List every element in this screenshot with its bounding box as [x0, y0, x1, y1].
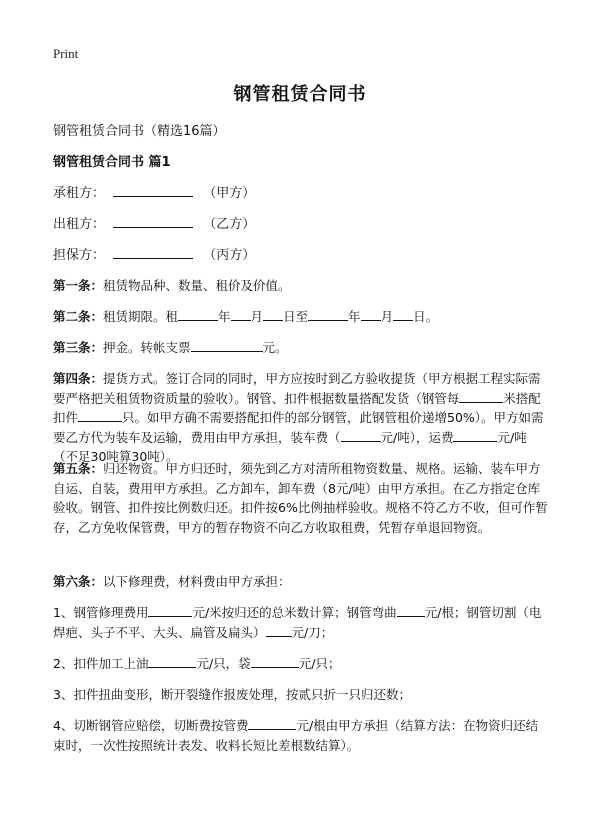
- item-text: 元/只，袋: [196, 656, 251, 671]
- blank-line: [459, 390, 503, 403]
- blank-line: [148, 604, 192, 617]
- party-guarantor: [53, 244, 255, 263]
- item-text: 元/只；: [298, 656, 341, 671]
- blank-line: [263, 308, 283, 321]
- clause-text: 租赁物品种、数量、租价及价值。: [103, 278, 291, 293]
- document-title: 钢管租赁合同书: [233, 84, 367, 105]
- clause-text: 提货方式。签订合同的同时，甲方应按时到乙方验收提货（甲方根据工程实际需要严格把关租赁物资质量的验收）。钢管、扣件根据数量搭配发货（钢管每: [53, 371, 541, 406]
- party-label: 出租方：: [53, 217, 106, 232]
- clause-text: 租赁期限。租: [103, 309, 179, 324]
- party-label: 担保方：: [53, 248, 106, 263]
- blank-line: [266, 624, 292, 637]
- party-role: （甲方）: [203, 186, 256, 201]
- blank-line: [453, 429, 497, 442]
- item-text: 1、钢管修理费用: [53, 605, 149, 620]
- blank-line: [393, 308, 413, 321]
- document-subtitle: 钢管租赁合同书（精选16篇）: [53, 124, 226, 139]
- clause-text: 米搭配扣件: [53, 390, 541, 425]
- blank-line: [148, 655, 196, 668]
- blank-line: [248, 717, 296, 730]
- clause-head: 第二条：: [53, 309, 104, 324]
- repair-item-2: [53, 654, 549, 674]
- item-text: 元/刀；: [291, 624, 334, 640]
- blank-line: [341, 429, 381, 442]
- clause-text: 只。如甲方确不需要搭配扣件的部分钢管，此钢管租价递增50%）。甲方如需要乙方代为装车及运输，费用由甲方承担，装车费（: [53, 410, 544, 445]
- clause-text: 日至: [283, 309, 309, 324]
- item-text: 元/米按归还的总米数计算；钢管弯曲: [192, 605, 397, 620]
- print-label[interactable]: Print: [53, 46, 79, 61]
- clause-head: 第四条：: [53, 371, 104, 386]
- clause-head: 第五条：: [53, 461, 104, 476]
- party-role: （丙方）: [203, 248, 256, 263]
- blank-line: [397, 604, 425, 617]
- clause-text: 归还物资。甲方归还时，须先到乙方对清所租物资数量、规格。运输、装车甲方自运、自装，费用甲方承担。乙方卸车，卸车费（8元/吨）由甲方承担。在乙方指定仓库验收。钢管、扣件按比例数归还。扣件按6%比例抽样验收。规格不符乙方不收，但可作暂存，乙方免收保管费，甲方的暂存物资不向乙方收取租费，凭暂存单退回物资。: [53, 461, 548, 535]
- party-label: 承租方：: [53, 186, 106, 201]
- clause-head: 第六条：: [53, 574, 104, 589]
- blank-line: [178, 308, 218, 321]
- clause-text: 元。: [262, 340, 288, 355]
- party-role: （乙方）: [203, 217, 256, 232]
- blank-line: [361, 308, 381, 321]
- clause-text: 元/吨），运费: [380, 429, 454, 445]
- clause-text: 月: [250, 309, 264, 324]
- item-text: 4、切断钢管应赔偿，切断费按管费: [53, 718, 249, 733]
- clause-6: [53, 572, 549, 592]
- clause-text: 以下修理费，材料费由甲方承担：: [103, 574, 291, 589]
- blank-line: [308, 308, 348, 321]
- clause-text: 年: [218, 309, 231, 324]
- repair-item-3: [53, 685, 549, 705]
- item-text: 元/根由甲方承担（结算方法：在物资归还结束时，一次性按照统计表发、收料长短比差根数结算）。: [53, 718, 539, 753]
- blank-line: [113, 215, 193, 228]
- clause-text: 年: [348, 309, 361, 324]
- item-text: 元/根；钢管切割（电焊疤、头子不平、大头、扁管及扁头）: [53, 605, 542, 640]
- clause-4: [53, 369, 549, 467]
- party-lessor: [53, 213, 255, 232]
- blank-line: [251, 655, 299, 668]
- clause-3: [53, 338, 549, 358]
- party-lessee: [53, 182, 255, 201]
- clause-text: 押金。转帐支票: [103, 340, 191, 355]
- item-text: 2、扣件加工上油: [53, 656, 149, 671]
- repair-item-1: [53, 603, 549, 642]
- clause-1: [53, 276, 549, 296]
- clause-head: 第一条：: [53, 278, 104, 293]
- clause-2: [53, 307, 549, 327]
- repair-item-4: [53, 716, 549, 755]
- clause-5: [53, 459, 549, 537]
- clause-text: 元/吨（不足30吨算30吨）。: [53, 429, 527, 464]
- clause-text: 月: [380, 309, 394, 324]
- blank-line: [113, 184, 193, 197]
- item-text: 3、扣件扭曲变形，断开裂缝作报废处理，按贰只折一只归还数；: [53, 687, 411, 702]
- blank-line: [231, 308, 251, 321]
- clause-text: 日。: [413, 309, 439, 324]
- blank-line: [191, 339, 263, 352]
- blank-line: [78, 409, 122, 422]
- section-title: 钢管租赁合同书 篇1: [53, 155, 171, 170]
- clause-head: 第三条：: [53, 340, 104, 355]
- blank-line: [113, 246, 193, 259]
